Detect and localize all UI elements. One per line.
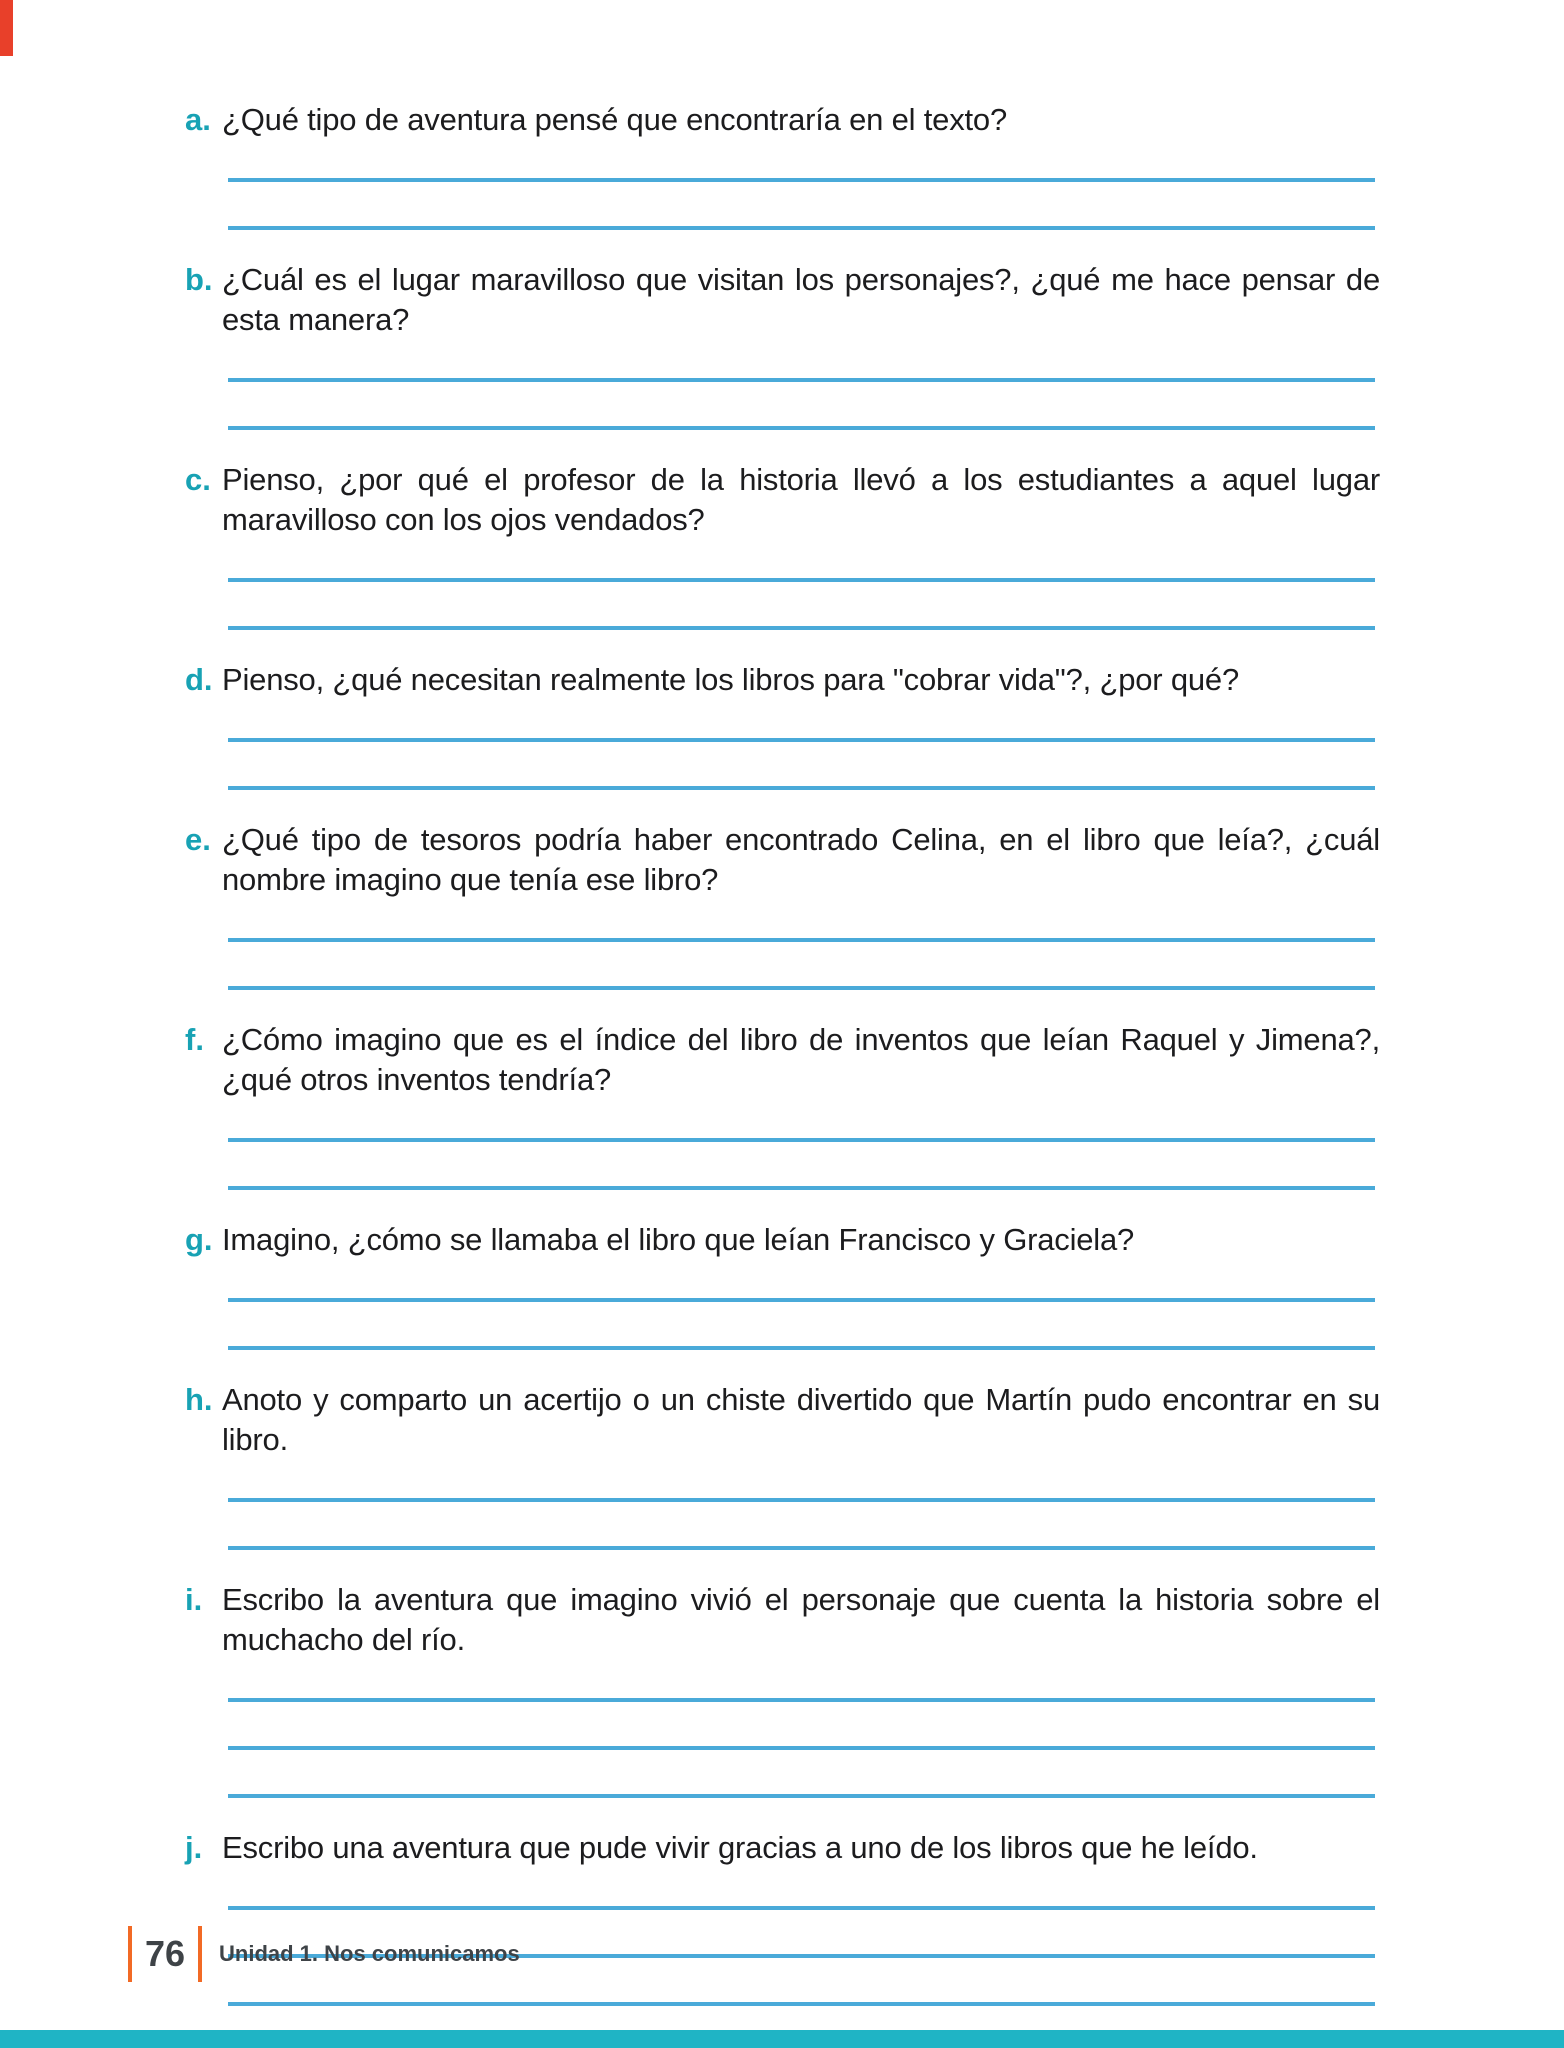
question-letter: j. xyxy=(185,1830,203,1865)
question-row xyxy=(185,1220,1380,1260)
answer-line[interactable] xyxy=(228,700,1375,742)
page-footer xyxy=(128,1926,520,1982)
question-block xyxy=(185,1580,1380,1798)
top-left-edge-bar xyxy=(0,0,13,56)
answer-lines xyxy=(228,700,1375,790)
answer-line[interactable] xyxy=(228,340,1375,382)
question-letter: c. xyxy=(185,462,211,497)
answer-line[interactable] xyxy=(228,582,1375,630)
question-text: ¿Cómo imagino que es el índice del libro de inventos que leían Raquel y Jimena?, ¿qué otros inventos tendría? xyxy=(222,1022,1380,1097)
page-number: 76 xyxy=(144,1933,186,1974)
question-block xyxy=(185,100,1380,230)
footer-orange-bar-right xyxy=(198,1926,202,1982)
answer-line[interactable] xyxy=(228,540,1375,582)
question-text: Pienso, ¿qué necesitan realmente los libros para "cobrar vida"?, ¿por qué? xyxy=(222,662,1239,697)
answer-line[interactable] xyxy=(228,140,1375,182)
answer-line[interactable] xyxy=(228,742,1375,790)
answer-line[interactable] xyxy=(228,1502,1375,1550)
question-block xyxy=(185,1020,1380,1190)
question-text: Anoto y comparto un acertijo o un chiste divertido que Martín pudo encontrar en su libro. xyxy=(222,1382,1380,1457)
answer-lines xyxy=(228,1660,1375,1798)
question-letter: d. xyxy=(185,662,213,697)
answer-line[interactable] xyxy=(228,1702,1375,1750)
question-block xyxy=(185,1220,1380,1350)
answer-lines xyxy=(228,1260,1375,1350)
question-text: Pienso, ¿por qué el profesor de la historia llevó a los estudiantes a aquel lugar maravilloso con los ojos vendados? xyxy=(222,462,1380,537)
answer-line[interactable] xyxy=(228,1302,1375,1350)
question-row xyxy=(185,260,1380,340)
question-block xyxy=(185,660,1380,790)
question-text: ¿Qué tipo de aventura pensé que encontraría en el texto? xyxy=(222,102,1008,137)
answer-line[interactable] xyxy=(228,1660,1375,1702)
question-row xyxy=(185,1828,1380,1868)
answer-line[interactable] xyxy=(228,1868,1375,1910)
question-row xyxy=(185,820,1380,900)
answer-line[interactable] xyxy=(228,182,1375,230)
question-text: ¿Cuál es el lugar maravilloso que visitan los personajes?, ¿qué me hace pensar de esta manera? xyxy=(222,262,1380,337)
question-row xyxy=(185,1380,1380,1460)
answer-line[interactable] xyxy=(228,1260,1375,1302)
answer-lines xyxy=(228,1460,1375,1550)
question-letter: b. xyxy=(185,262,213,297)
question-text: ¿Qué tipo de tesoros podría haber encontrado Celina, en el libro que leía?, ¿cuál nombre imagino que tenía ese libro? xyxy=(222,822,1380,897)
question-row xyxy=(185,660,1380,700)
question-row xyxy=(185,1580,1380,1660)
question-letter: g. xyxy=(185,1222,213,1257)
question-letter: e. xyxy=(185,822,211,857)
answer-line[interactable] xyxy=(228,1460,1375,1502)
answer-lines xyxy=(228,1100,1375,1190)
answer-lines xyxy=(228,140,1375,230)
answer-line[interactable] xyxy=(228,1750,1375,1798)
question-row xyxy=(185,100,1380,140)
question-block xyxy=(185,460,1380,630)
question-text: Escribo una aventura que pude vivir gracias a uno de los libros que he leído. xyxy=(222,1830,1258,1865)
answer-lines xyxy=(228,340,1375,430)
answer-line[interactable] xyxy=(228,942,1375,990)
answer-lines xyxy=(228,900,1375,990)
bottom-edge-bar xyxy=(0,2030,1564,2048)
unit-title: Unidad 1. Nos comunicamos xyxy=(219,1941,520,1966)
answer-line[interactable] xyxy=(228,382,1375,430)
question-letter: i. xyxy=(185,1582,203,1617)
answer-line[interactable] xyxy=(228,900,1375,942)
question-row xyxy=(185,1020,1380,1100)
question-letter: a. xyxy=(185,102,211,137)
question-text: Imagino, ¿cómo se llamaba el libro que leían Francisco y Graciela? xyxy=(222,1222,1135,1257)
questions-list xyxy=(185,100,1380,2036)
question-letter: h. xyxy=(185,1382,213,1417)
question-block xyxy=(185,1380,1380,1550)
answer-lines xyxy=(228,540,1375,630)
answer-line[interactable] xyxy=(228,1142,1375,1190)
question-row xyxy=(185,460,1380,540)
question-letter: f. xyxy=(185,1022,204,1057)
question-block xyxy=(185,820,1380,990)
question-block xyxy=(185,260,1380,430)
question-text: Escribo la aventura que imagino vivió el personaje que cuenta la historia sobre el muchacho del río. xyxy=(222,1582,1380,1657)
answer-line[interactable] xyxy=(228,1100,1375,1142)
